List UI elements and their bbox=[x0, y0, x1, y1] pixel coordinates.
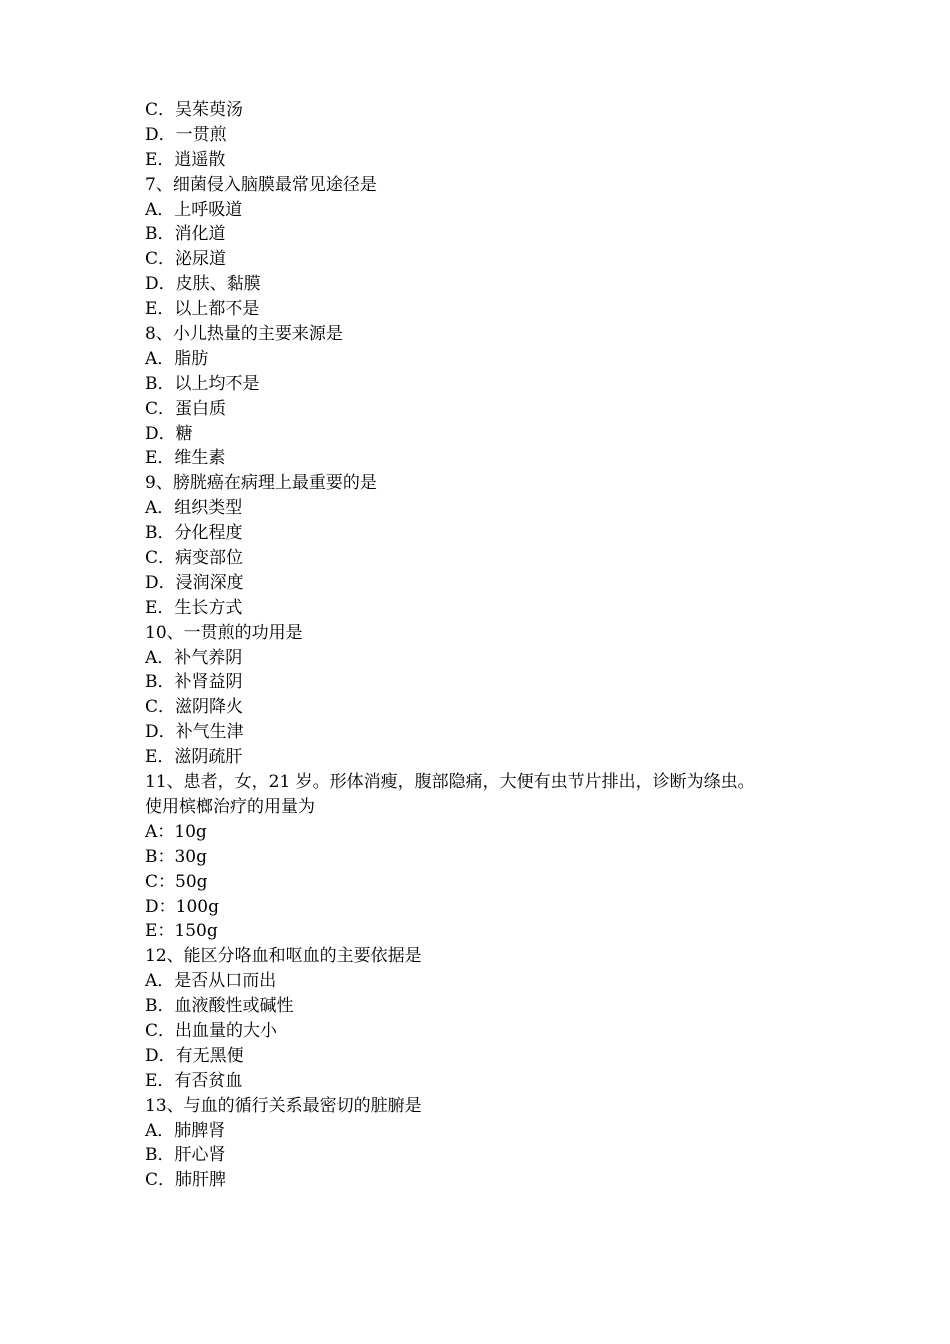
option-line: D．补气生津 bbox=[145, 722, 244, 743]
option-line: C．吴茱萸汤 bbox=[145, 100, 244, 120]
option-line: C．病变部位 bbox=[145, 548, 244, 569]
option-line: E．生长方式 bbox=[145, 597, 243, 618]
option-line: A．上呼吸道 bbox=[145, 199, 243, 220]
option-line: D：100g bbox=[145, 896, 219, 917]
option-line: D．糖 bbox=[145, 423, 193, 444]
option-line: C．泌尿道 bbox=[145, 249, 227, 270]
question-line: 8、小儿热量的主要来源是 bbox=[145, 324, 343, 345]
question-line: 9、膀胱癌在病理上最重要的是 bbox=[145, 473, 377, 494]
option-line: B：30g bbox=[145, 846, 208, 867]
option-line: E．滋阴疏肝 bbox=[145, 747, 243, 768]
document-text bbox=[145, 98, 825, 1193]
option-line: C．滋阴降火 bbox=[145, 697, 244, 718]
option-line: E．逍遥散 bbox=[145, 149, 226, 170]
option-line: D．皮肤、黏膜 bbox=[145, 274, 261, 295]
option-line: A：10g bbox=[145, 821, 207, 842]
question-line: 12、能区分咯血和呕血的主要依据是 bbox=[145, 946, 422, 967]
option-line: E．维生素 bbox=[145, 448, 226, 469]
option-line: B．肝心肾 bbox=[145, 1145, 226, 1166]
question-line: 11、患者，女，21 岁。形体消瘦，腹部隐痛，大便有虫节片排出，诊断为绦虫。 bbox=[145, 772, 755, 793]
option-line: C．出血量的大小 bbox=[145, 1020, 278, 1041]
question-line-continued: 使用槟榔治疗的用量为 bbox=[145, 796, 315, 817]
question-line: 13、与血的循行关系最密切的脏腑是 bbox=[145, 1095, 422, 1116]
option-line: B．消化道 bbox=[145, 224, 226, 245]
option-line: A．组织类型 bbox=[145, 498, 243, 519]
option-line: C．蛋白质 bbox=[145, 398, 227, 419]
option-line: C．肺肝脾 bbox=[145, 1170, 227, 1191]
question-line: 7、细菌侵入脑膜最常见途径是 bbox=[145, 174, 377, 195]
option-line: A．肺脾肾 bbox=[145, 1120, 226, 1141]
option-line: D．浸润深度 bbox=[145, 572, 244, 593]
option-line: C：50g bbox=[145, 871, 208, 892]
option-line: B．分化程度 bbox=[145, 523, 243, 544]
option-line: A．是否从口而出 bbox=[145, 971, 277, 992]
option-line: A．脂肪 bbox=[145, 348, 209, 369]
option-line: D．一贯煎 bbox=[145, 124, 227, 145]
option-line: B．血液酸性或碱性 bbox=[145, 996, 294, 1017]
option-line: B．以上均不是 bbox=[145, 373, 260, 394]
option-line: B．补肾益阴 bbox=[145, 672, 243, 693]
question-line: 10、一贯煎的功用是 bbox=[145, 622, 303, 643]
option-line: A．补气养阴 bbox=[145, 647, 243, 668]
option-line: D．有无黑便 bbox=[145, 1045, 244, 1066]
option-line: E．以上都不是 bbox=[145, 299, 260, 320]
option-line: E：150g bbox=[145, 921, 218, 942]
option-line: E．有否贫血 bbox=[145, 1070, 243, 1091]
